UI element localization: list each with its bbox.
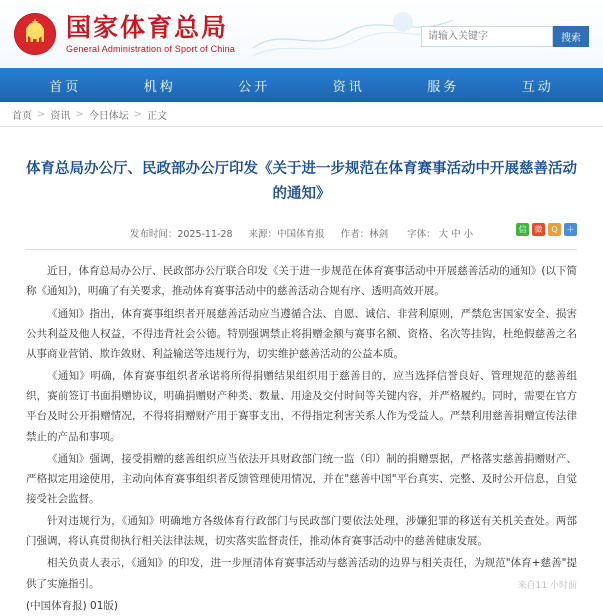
share-wechat-icon[interactable]: 信 <box>516 223 529 236</box>
article-last-paragraph-wrap <box>26 553 577 593</box>
main-navigation <box>0 68 603 102</box>
article-paragraph: 近日，体育总局办公厅、民政部办公厅联合印发《关于进一步规范在体育赛事活动中开展慈善活动的通知》(以下简称《通知》)，明确了有关要求，推动体育赛事活动中的慈善活动合规有序、透明高效开展。 <box>26 265 577 298</box>
breadcrumb-separator: > <box>133 108 143 120</box>
header-search <box>421 26 589 47</box>
font-size-label: 字体： <box>407 229 436 241</box>
font-size-medium[interactable]: 中 <box>451 229 461 241</box>
breadcrumb-separator: > <box>37 108 46 120</box>
article-paragraph: 相关负责人表示，《通知》的印发，进一步厘清体育赛事活动与慈善活动的边界与相关责任，为规范"体育+慈善"提供了实施指引。 <box>26 557 577 590</box>
nav-item-interaction[interactable]: 互动 <box>521 79 554 95</box>
source-label: 来源： <box>248 229 278 241</box>
nav-item-home[interactable]: 首页 <box>49 79 82 95</box>
site-title-block <box>66 12 236 54</box>
publish-time-label: 发布时间： <box>129 229 178 241</box>
publish-time <box>130 226 233 240</box>
font-size-small[interactable]: 小 <box>463 229 474 241</box>
emblem-star-icon: ★ <box>30 17 40 27</box>
nav-item-news[interactable]: 资讯 <box>332 79 365 95</box>
site-header <box>0 0 603 68</box>
breadcrumb-separator: > <box>75 108 84 120</box>
article-footer-note: (中国体育报) 01版) <box>26 599 118 612</box>
article-meta <box>26 226 577 240</box>
share-qq-icon[interactable]: Q <box>548 223 561 236</box>
page-title: 体育总局办公厅、民政部办公厅印发《关于进一步规范在体育赛事活动中开展慈善活动的通知》 <box>26 161 577 202</box>
watermark-text: 来自11 小时前 <box>514 578 577 595</box>
author-label: 作者： <box>340 229 370 241</box>
breadcrumb-item-article: 正文 <box>147 110 168 122</box>
breadcrumb <box>0 102 603 127</box>
nav-item-organization[interactable]: 机构 <box>143 79 176 95</box>
nav-item-services[interactable]: 服务 <box>427 79 460 95</box>
source-value: 中国体育报 <box>277 229 325 241</box>
breadcrumb-item-home[interactable]: 首页 <box>12 110 32 122</box>
font-size-control <box>404 226 473 240</box>
publish-time-value: 2025-11-28 <box>177 229 233 241</box>
search-button[interactable]: 搜索 <box>553 26 589 47</box>
share-buttons <box>516 223 577 236</box>
article-paragraph: 《通知》强调，接受捐赠的慈善组织应当依法开具财政部门统一监（印）制的捐赠票据，严格落实慈善捐赠财产、严格拟定用途使用，主动向体育赛事组织者反馈管理使用情况，并在"慈善中国"平台真实、完整、及时公开信息，自觉接受社会监督。 <box>26 452 577 505</box>
site-title-en: General Administration of Sport of China <box>66 43 236 54</box>
article-source <box>249 226 325 240</box>
breadcrumb-item-today-sports[interactable]: 今日体坛 <box>88 110 129 122</box>
article-container <box>0 127 603 616</box>
font-size-large[interactable]: 大 <box>438 229 449 241</box>
site-title-cn: 国家体育总局 <box>66 12 229 42</box>
meta-divider <box>26 249 577 250</box>
article-paragraph: 《通知》明确，体育赛事组织者承诺将所得捐赠结果组织用于慈善目的，应当选择信誉良好、管理规范的慈善组织，赛前签订书面捐赠协议，明确捐赠财产种类、数量、用途及交付时间等关键内容，并严格履约。同时，需要在官方平台及时公开捐赠情况，不得将捐赠财产用于赛事支出，不得指定利害关系人作为受益人。严禁利用慈善捐赠宣传法律禁止的产品和事项。 <box>26 370 577 443</box>
share-more-icon[interactable]: ＋ <box>564 223 577 236</box>
share-weibo-icon[interactable]: 微 <box>532 223 545 236</box>
national-emblem-icon <box>14 13 56 55</box>
article-body <box>26 261 577 616</box>
search-input[interactable] <box>421 26 553 47</box>
article-paragraph: 《通知》指出，体育赛事组织者开展慈善活动应当遵循合法、自愿、诚信、非营利原则，严禁危害国家安全、损害公共利益及他人权益，不得违背社会公德。特别强调禁止将捐赠金额与赛事名额、资格、名次等挂钩，杜绝假慈善之名从事商业营销、欺诈敛财、利益输送等违规行为，切实维护慈善活动的公益本质。 <box>26 307 577 360</box>
nav-item-disclosure[interactable]: 公开 <box>238 79 271 95</box>
article-paragraph: 针对违规行为，《通知》明确地方各级体育行政部门与民政部门要依法处理，涉嫌犯罪的移送有关机关查处。两部门强调，将认真贯彻执行相关法律法规，切实落实监督责任，推动体育赛事活动中的慈善健康发展。 <box>26 515 577 548</box>
article-author <box>341 226 389 240</box>
breadcrumb-item-news[interactable]: 资讯 <box>50 110 71 122</box>
author-value: 林剑 <box>369 229 389 241</box>
